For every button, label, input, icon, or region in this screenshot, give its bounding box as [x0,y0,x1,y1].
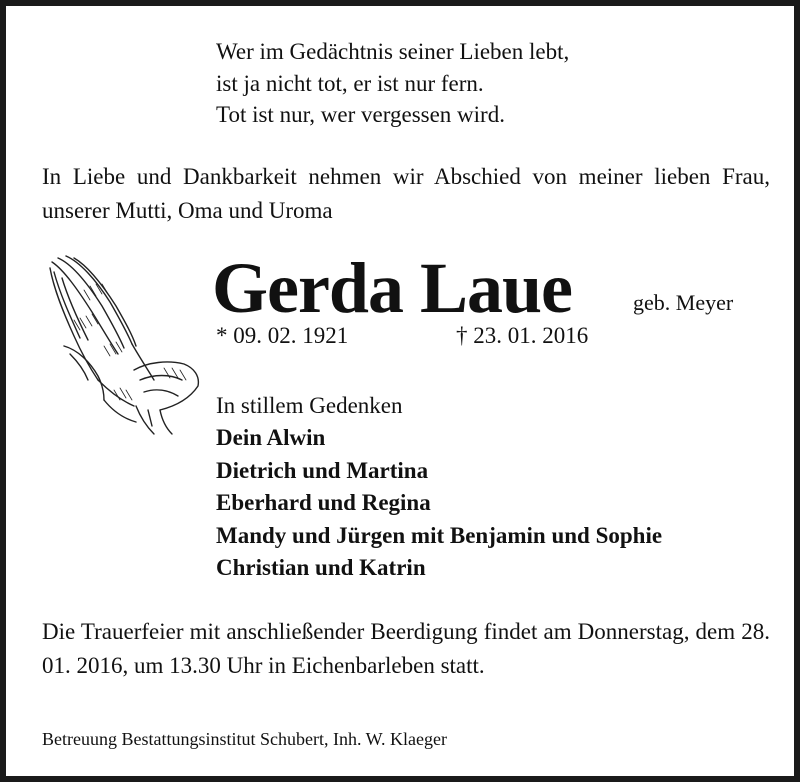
mourner-name: Dietrich und Martina [216,457,429,483]
poem-line-1: Wer im Gedächtnis seiner Lieben lebt, [216,39,570,64]
footer-credit: Betreuung Bestattungsinstitut Schubert, Inh. W. Klaeger [42,729,447,749]
intro-text: In Liebe und Dankbarkeit nehmen wir Abschied von meiner lieben Frau, unserer Mutti, Oma und Uroma [42,164,770,223]
memory-line: In stillem Gedenken [216,393,403,418]
death-date: † 23. 01. 2016 [456,323,589,348]
mourners-list [216,422,662,585]
mourner-name: Eberhard und Regina [216,490,431,515]
life-dates [216,321,589,351]
poem [216,36,569,131]
birth-date: * 09. 02. 1921 [216,323,349,348]
maiden-name: geb. Meyer [633,290,734,315]
poem-line-3: Tot ist nur, wer vergessen wird. [216,102,505,127]
mourner-name: Dein Alwin [216,425,326,450]
mourner-name: Mandy und Jürgen mit Benjamin und Sophie [216,522,663,548]
deceased-name: Gerda Laue [212,248,572,328]
poem-line-2: ist ja nicht tot, er ist nur fern. [216,70,484,96]
mourner-name: Christian und Katrin [216,555,426,580]
funeral-notice: Die Trauerfeier mit anschließender Beerdigung findet am Donnerstag, dem 28. 01. 2016, um 13.30 Uhr in Eichenbarleben statt. [42,619,770,678]
praying-hands-icon [44,250,204,440]
